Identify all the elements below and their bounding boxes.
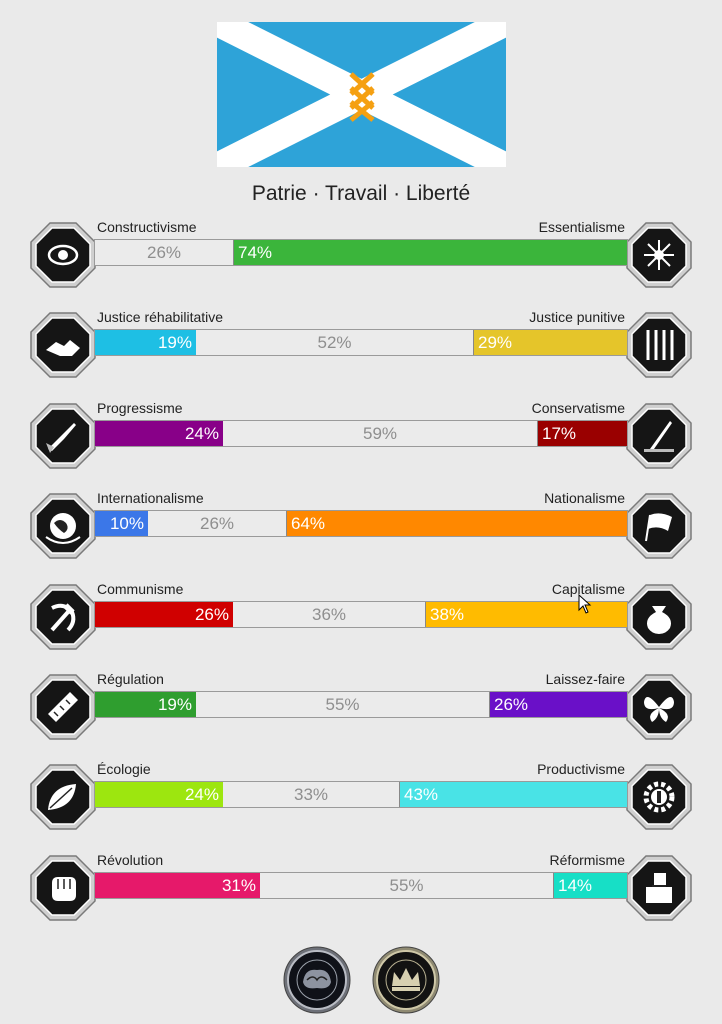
axis-row <box>30 309 692 378</box>
axis-right-segment <box>489 692 627 717</box>
axis-neutral-value: 55% <box>325 695 360 714</box>
axis-bar <box>94 781 628 808</box>
axis-right-value: 14% <box>558 875 593 895</box>
axis-left-value: 24% <box>184 785 219 805</box>
axis-row <box>30 219 692 288</box>
axis-left-segment <box>95 873 260 898</box>
axis-left-segment <box>95 782 223 807</box>
money-bag-icon <box>626 584 692 650</box>
fist-icon <box>30 855 96 921</box>
axis-right-segment <box>553 873 627 898</box>
rocket-icon <box>30 403 96 469</box>
axis-left-label: Communisme <box>97 580 184 597</box>
axis-neutral-segment <box>223 782 399 807</box>
axis-bar <box>94 510 628 537</box>
axis-neutral-segment <box>196 692 489 717</box>
axis-left-label: Internationalisme <box>97 490 204 507</box>
axis-bar <box>94 691 628 718</box>
prison-bars-icon <box>626 312 692 378</box>
axis-left-value: 24% <box>184 423 219 443</box>
axis-neutral-segment <box>233 602 425 627</box>
axis-neutral-value: 59% <box>362 423 398 443</box>
brain-seal-icon[interactable] <box>283 946 351 1014</box>
axis-right-label: Productivisme <box>537 761 625 778</box>
crown-seal-icon[interactable] <box>372 946 440 1014</box>
axis-neutral-segment <box>95 240 233 265</box>
quill-icon <box>626 403 692 469</box>
axis-left-value: 10% <box>109 514 144 534</box>
butterfly-icon <box>626 674 692 740</box>
axis-neutral-segment <box>148 511 286 536</box>
axis-neutral-segment <box>223 421 537 446</box>
axis-row <box>30 851 692 921</box>
axis-row <box>30 490 692 559</box>
axis-neutral-value: 52% <box>317 333 352 353</box>
axis-row <box>30 671 692 740</box>
axis-left-segment <box>95 330 196 355</box>
axis-right-label: Nationalisme <box>544 490 625 507</box>
axis-left-label: Progressisme <box>97 399 183 416</box>
axis-right-label: Essentialisme <box>538 219 625 235</box>
axis-neutral-segment <box>196 330 473 355</box>
leaf-icon <box>30 764 96 830</box>
axis-left-segment <box>95 602 233 627</box>
axis-neutral-value: 26% <box>146 243 182 262</box>
axis-bar <box>94 601 628 628</box>
mouse-cursor-icon <box>578 594 592 614</box>
axis-row <box>30 761 692 830</box>
axis-left-label: Révolution <box>97 851 164 868</box>
axis-bar <box>94 239 628 266</box>
motto: Patrie · Travail · Liberté <box>251 182 471 205</box>
axis-left-label: Constructivisme <box>97 219 197 235</box>
axis-row <box>30 399 692 469</box>
axis-left-segment <box>95 692 196 717</box>
handshake-icon <box>30 312 96 378</box>
axis-left-value: 19% <box>157 333 192 353</box>
axis-neutral-value: 36% <box>311 604 347 624</box>
axis-right-value: 29% <box>478 333 513 353</box>
axis-neutral-value: 55% <box>389 875 424 895</box>
axis-bar <box>94 329 628 356</box>
axis-left-value: 26% <box>194 604 229 624</box>
axis-right-segment <box>233 240 627 265</box>
axis-row <box>30 580 692 650</box>
axis-left-label: Régulation <box>97 671 164 687</box>
axis-right-label: Réformisme <box>549 851 625 868</box>
globe-icon <box>30 493 96 559</box>
axis-right-value: 74% <box>238 243 273 262</box>
axis-left-value: 31% <box>221 875 256 895</box>
axis-neutral-segment <box>260 873 553 898</box>
flower-icon <box>626 222 692 288</box>
ballot-box-icon <box>626 855 692 921</box>
axis-neutral-value: 33% <box>293 785 329 805</box>
axis-bar <box>94 420 628 447</box>
axis-right-value: 43% <box>404 785 439 805</box>
axis-neutral-value: 26% <box>199 514 235 534</box>
axis-right-segment <box>537 421 627 446</box>
axis-right-label: Laissez-faire <box>545 671 625 687</box>
hammer-sickle-icon <box>30 584 96 650</box>
eye-icon <box>30 222 96 288</box>
axis-left-segment <box>95 421 223 446</box>
axis-left-label: Écologie <box>97 761 151 778</box>
flag-icon <box>626 493 692 559</box>
axis-bar <box>94 872 628 899</box>
axis-left-label: Justice réhabilitative <box>97 309 224 326</box>
gear-icon <box>626 764 692 830</box>
axis-right-segment <box>399 782 627 807</box>
national-flag <box>217 22 506 167</box>
axis-right-label: Capitalisme <box>551 580 625 597</box>
axis-right-value: 26% <box>494 695 529 714</box>
axis-right-label: Justice punitive <box>529 309 625 326</box>
axis-right-value: 64% <box>291 514 326 534</box>
axis-right-value: 38% <box>430 604 465 624</box>
axis-right-segment <box>425 602 627 627</box>
axis-right-label: Conservatisme <box>531 399 625 416</box>
axis-left-value: 19% <box>157 695 192 714</box>
ruler-icon <box>30 674 96 740</box>
axis-right-value: 17% <box>542 423 577 443</box>
axis-right-segment <box>286 511 627 536</box>
axis-left-segment <box>95 511 148 536</box>
axis-right-segment <box>473 330 627 355</box>
